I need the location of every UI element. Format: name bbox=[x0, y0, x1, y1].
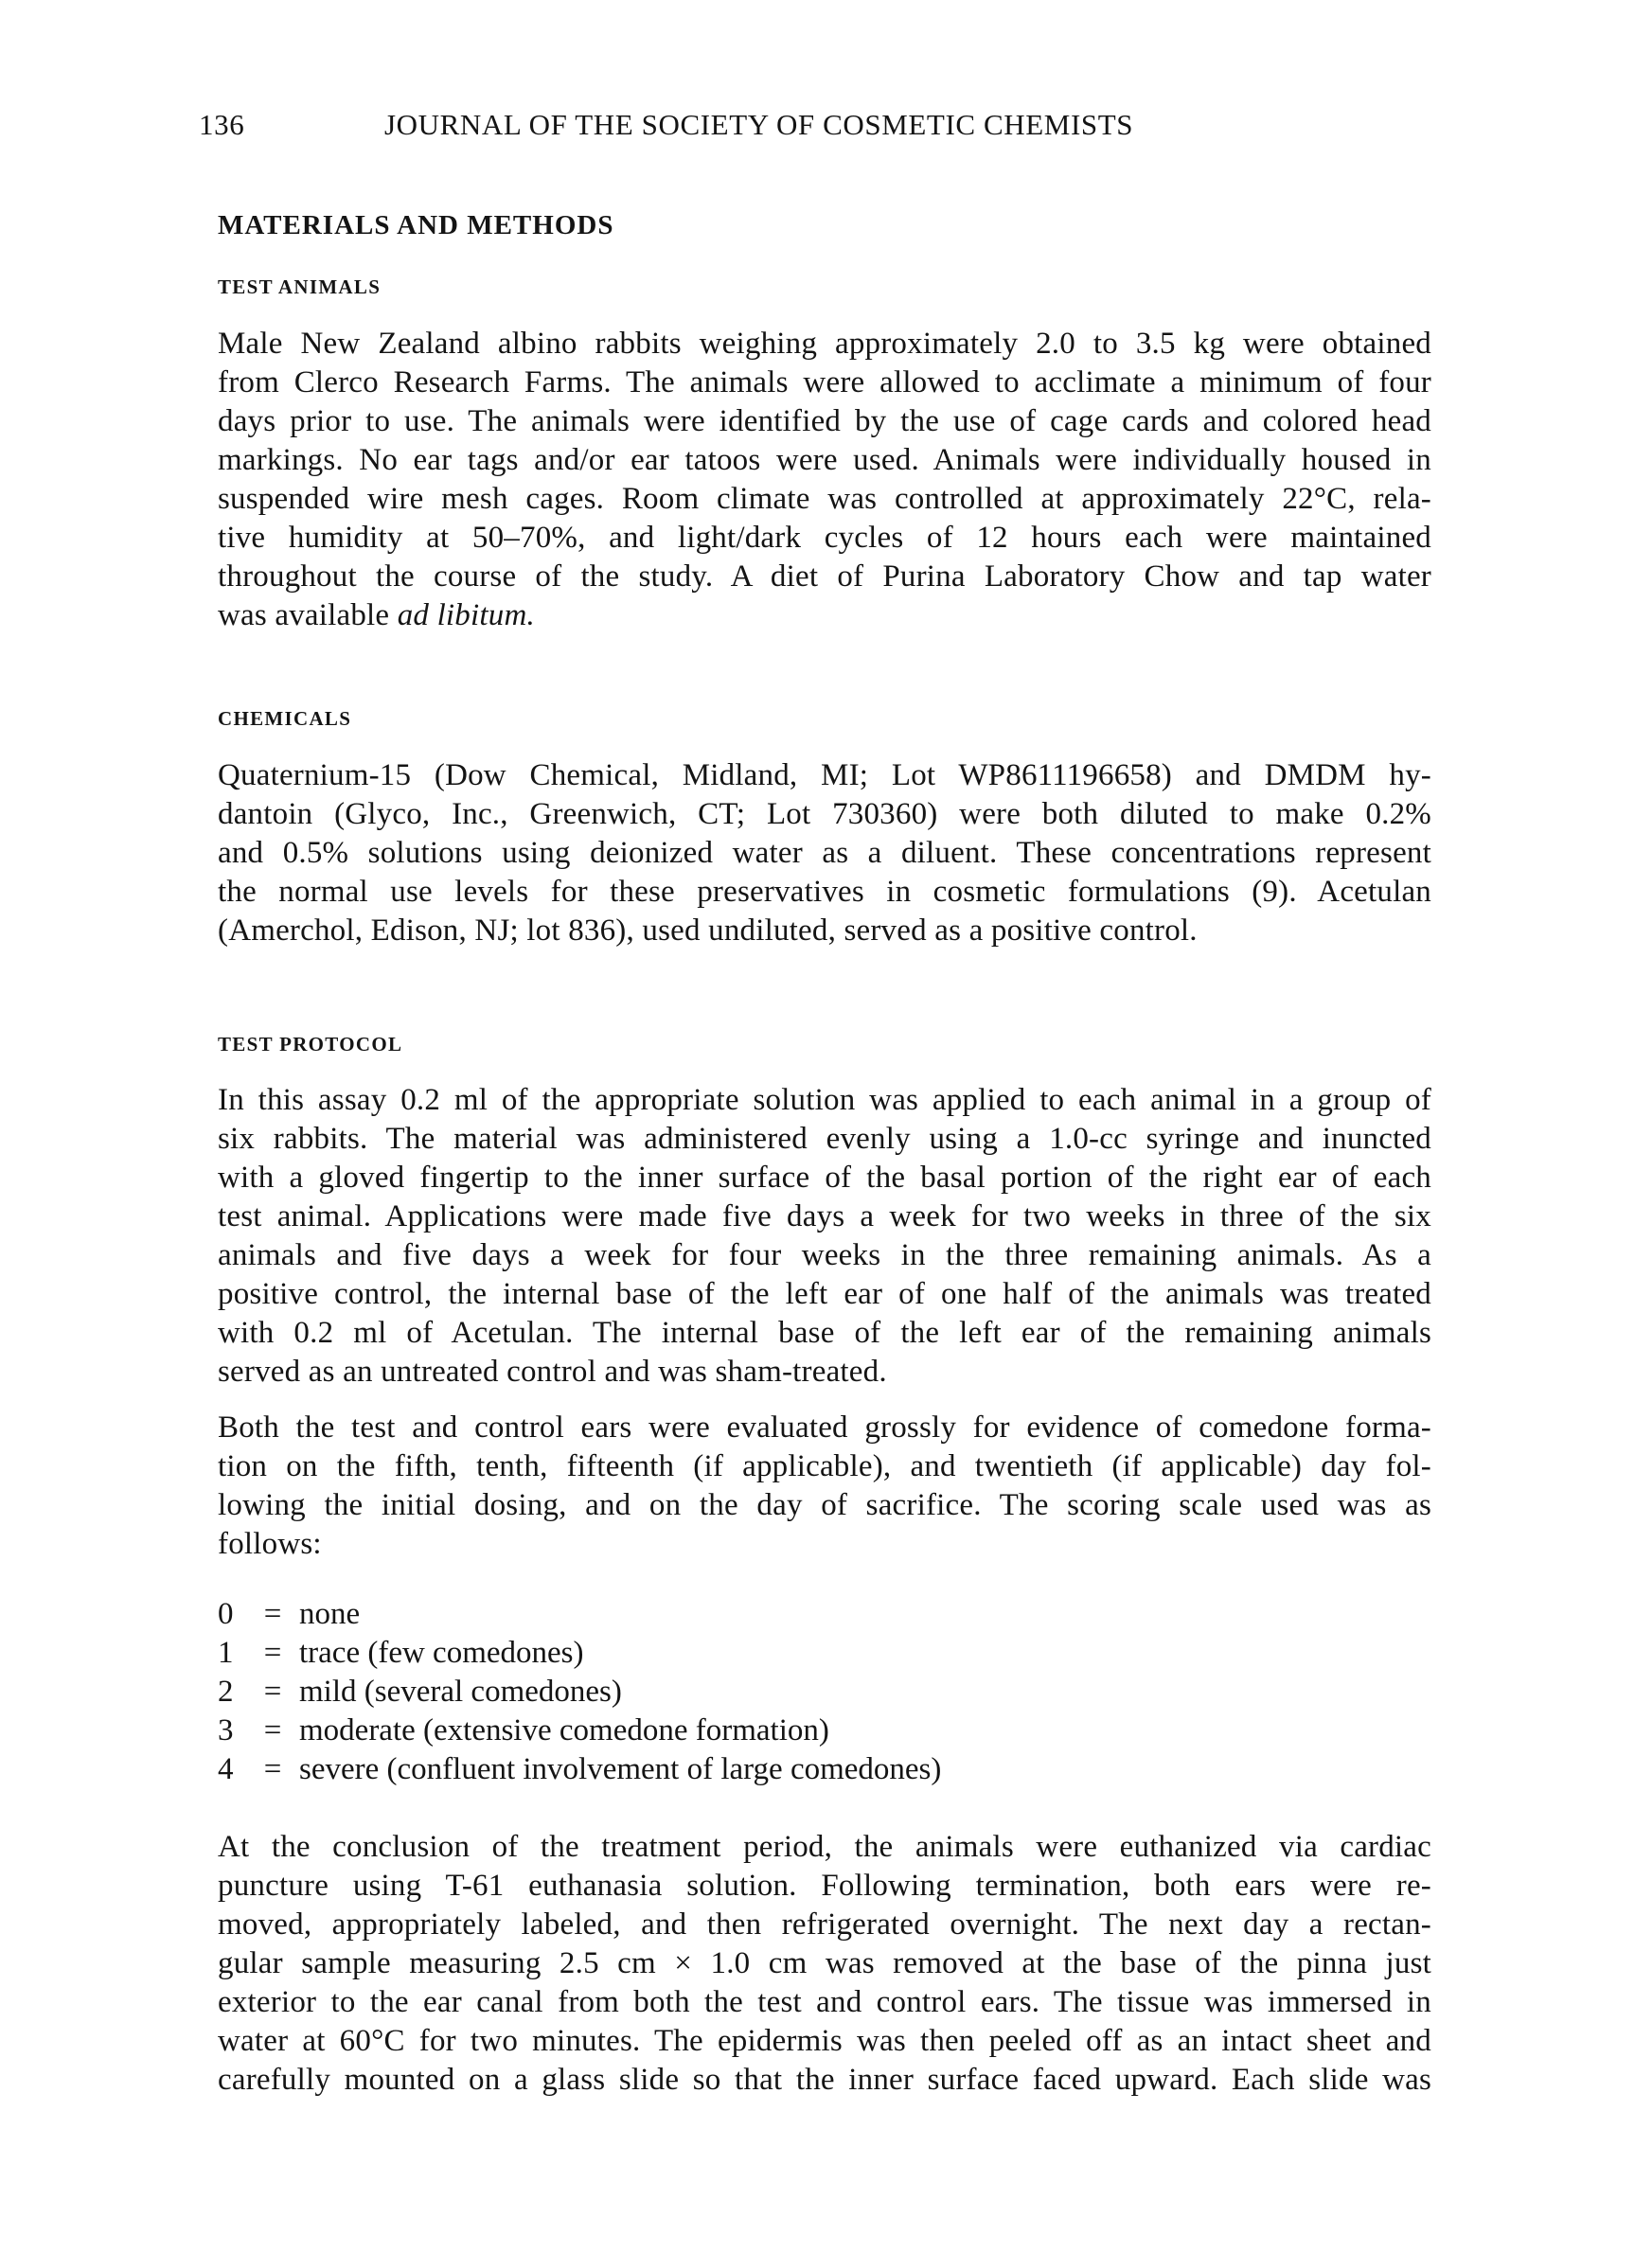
text-line: In this assay 0.2 ml of the appropriate solution was applied to each animal in a group of bbox=[218, 1083, 1431, 1117]
text-line: gular sample measuring 2.5 cm × 1.0 cm was removed at the base of the pinna just bbox=[218, 1946, 1431, 1980]
chemicals-paragraph bbox=[218, 756, 1431, 950]
text-line: tive humidity at 50–70%, and light/dark cycles of 12 hours each were maintained bbox=[218, 521, 1431, 555]
page-number: 136 bbox=[199, 108, 245, 141]
section-title: MATERIALS AND METHODS bbox=[218, 210, 614, 240]
text-line: moved, appropriately labeled, and then refrigerated overnight. The next day a rectan- bbox=[218, 1907, 1431, 1942]
journal-title: JOURNAL OF THE SOCIETY OF COSMETIC CHEMISTS bbox=[384, 108, 1134, 141]
scale-description: none bbox=[299, 1597, 361, 1631]
scale-equals: = bbox=[263, 1713, 282, 1747]
scale-equals: = bbox=[263, 1752, 282, 1786]
scale-score: 3 bbox=[218, 1713, 234, 1747]
scale-item bbox=[218, 1595, 941, 1634]
italic-phrase: ad libitum. bbox=[397, 598, 535, 632]
scale-description: severe (confluent involvement of large comedones) bbox=[299, 1752, 942, 1786]
scale-item bbox=[218, 1712, 941, 1750]
text-line: exterior to the ear canal from both the test and control ears. The tissue was immersed in bbox=[218, 1985, 1431, 2019]
scale-item bbox=[218, 1634, 941, 1673]
scale-score: 2 bbox=[218, 1675, 234, 1709]
scale-description: mild (several comedones) bbox=[299, 1675, 622, 1709]
text-line: six rabbits. The material was administered evenly using a 1.0-cc syringe and inuncted bbox=[218, 1122, 1431, 1156]
text-line bbox=[218, 596, 1431, 635]
scale-item bbox=[218, 1673, 941, 1712]
scale-score: 0 bbox=[218, 1597, 234, 1631]
text-line: positive control, the internal base of the left ear of one half of the animals was treated bbox=[218, 1277, 1431, 1311]
scale-score: 1 bbox=[218, 1636, 234, 1670]
text-line: water at 60°C for two minutes. The epidermis was then peeled off as an intact sheet and bbox=[218, 2024, 1431, 2058]
text-line: carefully mounted on a glass slide so that the inner surface faced upward. Each slide was bbox=[218, 2063, 1431, 2097]
text-line: animals and five days a week for four weeks in the three remaining animals. As a bbox=[218, 1238, 1431, 1272]
text-span: was available bbox=[218, 598, 398, 632]
text-line: follows: bbox=[218, 1527, 322, 1561]
test-protocol-paragraph-2 bbox=[218, 1409, 1431, 1564]
test-animals-paragraph bbox=[218, 325, 1431, 635]
scale-equals: = bbox=[263, 1636, 282, 1670]
scale-equals: = bbox=[263, 1597, 282, 1631]
scale-score: 4 bbox=[218, 1752, 234, 1786]
text-line: dantoin (Glyco, Inc., Greenwich, CT; Lot 730360) were both diluted to make 0.2% bbox=[218, 797, 1431, 831]
text-line: with a gloved fingertip to the inner surface of the basal portion of the right ear of each bbox=[218, 1161, 1431, 1195]
text-line: test animal. Applications were made five days a week for two weeks in three of the six bbox=[218, 1199, 1431, 1233]
text-line: At the conclusion of the treatment period, the animals were euthanized via cardiac bbox=[218, 1830, 1431, 1864]
text-line: suspended wire mesh cages. Room climate was controlled at approximately 22°C, rela- bbox=[218, 482, 1431, 516]
chemicals-heading: CHEMICALS bbox=[218, 707, 352, 730]
text-line: and 0.5% solutions using deionized water as a diluent. These concentrations represent bbox=[218, 836, 1431, 870]
text-line: served as an untreated control and was sham-treated. bbox=[218, 1355, 887, 1389]
text-line: with 0.2 ml of Acetulan. The internal base of the left ear of the remaining animals bbox=[218, 1316, 1431, 1350]
text-line: days prior to use. The animals were identified by the use of cage cards and colored head bbox=[218, 404, 1431, 438]
text-line: (Amerchol, Edison, NJ; lot 836), used undiluted, served as a positive control. bbox=[218, 914, 1198, 948]
test-protocol-paragraph-1 bbox=[218, 1081, 1431, 1392]
running-header bbox=[199, 108, 1133, 142]
test-protocol-paragraph-3 bbox=[218, 1828, 1431, 2100]
text-line: tion on the fifth, tenth, fifteenth (if applicable), and twentieth (if applicable) day fol- bbox=[218, 1449, 1431, 1483]
scoring-scale bbox=[218, 1595, 941, 1789]
text-line: markings. No ear tags and/or ear tatoos were used. Animals were individually housed in bbox=[218, 443, 1431, 477]
text-line: throughout the course of the study. A diet of Purina Laboratory Chow and tap water bbox=[218, 559, 1431, 594]
scale-description: trace (few comedones) bbox=[299, 1636, 584, 1670]
text-line: Quaternium-15 (Dow Chemical, Midland, MI; Lot WP8611196658) and DMDM hy- bbox=[218, 758, 1431, 792]
scale-item bbox=[218, 1750, 941, 1789]
text-line: Male New Zealand albino rabbits weighing approximately 2.0 to 3.5 kg were obtained bbox=[218, 327, 1431, 361]
test-protocol-heading: TEST PROTOCOL bbox=[218, 1033, 403, 1056]
scale-description: moderate (extensive comedone formation) bbox=[299, 1713, 829, 1747]
text-line: from Clerco Research Farms. The animals were allowed to acclimate a minimum of four bbox=[218, 365, 1431, 399]
test-animals-heading: TEST ANIMALS bbox=[218, 275, 382, 298]
text-line: Both the test and control ears were evaluated grossly for evidence of comedone forma- bbox=[218, 1410, 1431, 1445]
scale-equals: = bbox=[263, 1675, 282, 1709]
text-line: puncture using T-61 euthanasia solution. Following termination, both ears were re- bbox=[218, 1869, 1431, 1903]
text-line: lowing the initial dosing, and on the day of sacrifice. The scoring scale used was as bbox=[218, 1488, 1431, 1522]
text-line: the normal use levels for these preservatives in cosmetic formulations (9). Acetulan bbox=[218, 875, 1431, 909]
